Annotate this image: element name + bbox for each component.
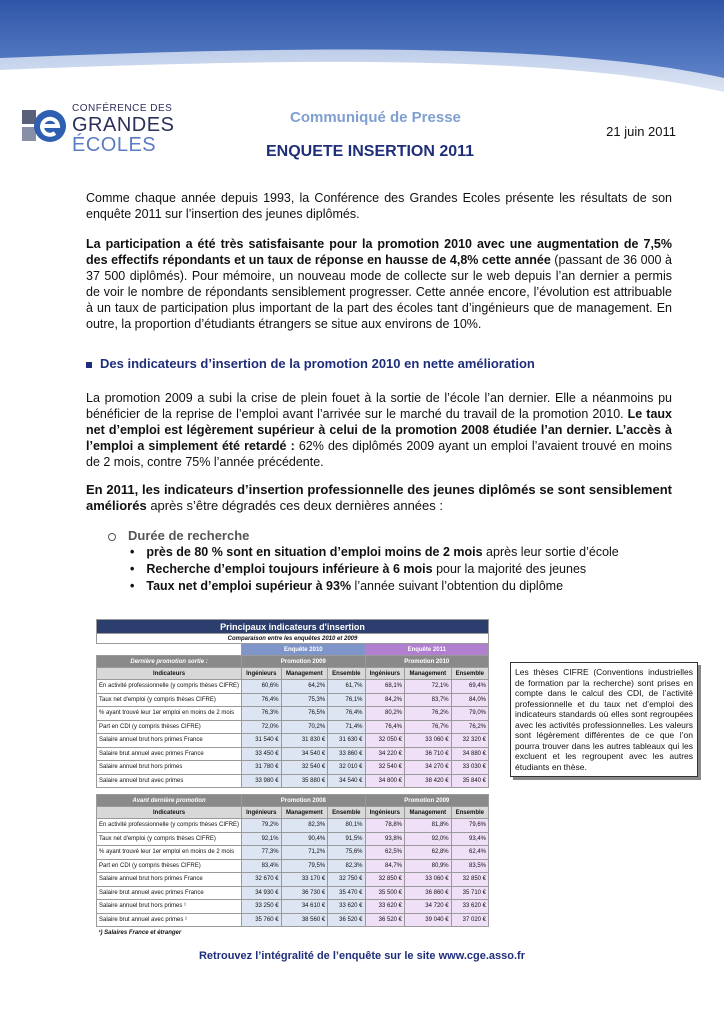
value-cell: 32 850 € (365, 873, 405, 887)
value-cell: 79,6% (451, 819, 488, 833)
table-row (97, 832, 489, 846)
col-ensemble: Ensemble (328, 807, 365, 819)
value-cell: 76,2% (451, 720, 488, 734)
circle-bullet-icon (108, 533, 116, 541)
value-cell: 82,3% (281, 819, 328, 833)
value-cell: 31 540 € (242, 734, 282, 748)
value-cell: 34 880 € (451, 747, 488, 761)
improvement-paragraph (86, 482, 672, 514)
table-footnote: ¹) Salaires France et étranger (98, 930, 182, 937)
value-cell: 35 760 € (242, 913, 282, 927)
logo-line3: ÉCOLES (72, 134, 157, 156)
table-row (97, 734, 489, 748)
value-cell: 33 980 € (242, 774, 282, 788)
indicator-label-cell: Salaire annuel brut hors primes (97, 761, 242, 775)
indicator-label-cell: Salaire brut annuel avec primes France (97, 886, 242, 900)
value-cell: 37 020 € (451, 913, 488, 927)
value-cell: 35 470 € (328, 886, 365, 900)
value-cell: 78,8% (365, 819, 405, 833)
value-cell: 32 320 € (451, 734, 488, 748)
value-cell: 34 540 € (328, 774, 365, 788)
value-cell: 33 620 € (451, 900, 488, 914)
value-cell: 31 780 € (242, 761, 282, 775)
value-cell: 39 040 € (405, 913, 452, 927)
col-management: Management (405, 668, 452, 680)
value-cell: 82,3% (328, 859, 365, 873)
value-cell: 60,6% (242, 680, 282, 694)
value-cell: 76,3% (242, 707, 282, 721)
indicator-label-cell: Salaire brut annuel avec primes France (97, 747, 242, 761)
document-title: ENQUETE INSERTION 2011 (266, 143, 475, 160)
list-item (130, 578, 619, 595)
value-cell: 35 880 € (281, 774, 328, 788)
value-cell: 33 250 € (242, 900, 282, 914)
col-ingenieurs: Ingénieurs (365, 668, 405, 680)
block1-rows (97, 680, 489, 788)
value-cell: 75,3% (281, 693, 328, 707)
value-cell: 76,4% (328, 707, 365, 721)
indicator-label-cell: Salaire annuel brut hors primes France (97, 734, 242, 748)
duree-text: Durée de recherche (128, 528, 250, 543)
value-cell: 33 060 € (405, 734, 452, 748)
table-row (97, 680, 489, 694)
value-cell: 76,7% (405, 720, 452, 734)
col-management: Management (281, 807, 328, 819)
table-row (97, 761, 489, 775)
value-cell: 91,5% (328, 832, 365, 846)
table-row (97, 819, 489, 833)
value-cell: 70,2% (281, 720, 328, 734)
value-cell: 33 030 € (451, 761, 488, 775)
crisis-paragraph (86, 390, 672, 470)
survey-2010-header: Enquête 2010 (242, 644, 365, 656)
indicator-label-cell: En activité professionnelle (y compris thèses CIFRE) (97, 680, 242, 694)
value-cell: 93,8% (365, 832, 405, 846)
crisis-text-a: La promotion 2009 a subi la crise de plein fouet à la sortie de l’école l’an dernier. Elle a néanmoins pu bénéficier de la reprise de l’emploi avant l’arrivée sur le marché du travail de la promotion 2010. (86, 391, 672, 421)
col-management: Management (405, 807, 452, 819)
col-ensemble: Ensemble (451, 668, 488, 680)
value-cell: 35 710 € (451, 886, 488, 900)
value-cell: 32 010 € (328, 761, 365, 775)
indicator-label-cell: Salaire brut annuel avec primes ¹ (97, 913, 242, 927)
header-banner (0, 0, 724, 92)
participation-rest: (passant de 36 000 à 37 500 diplômés). Pour mémoire, un nouveau mode de collecte sur le web depuis l’an dernier a permis de voir le nombre de répondants sensiblement progresser. Cette année encore, l’évolution est attribuable à un taux de participation plus important de la part des écoles tant d’ingénieurs que de management. En outre, la proportion d’étudiants étrangers se situe aux environs de 10%. (86, 253, 672, 331)
value-cell: 75,6% (328, 846, 365, 860)
value-cell: 36 860 € (405, 886, 452, 900)
value-cell: 32 750 € (328, 873, 365, 887)
table-row (97, 900, 489, 914)
block1-prom2: Promotion 2010 (365, 656, 489, 668)
table-row (97, 859, 489, 873)
table-row (97, 747, 489, 761)
value-cell: 62,4% (451, 846, 488, 860)
value-cell: 31 630 € (328, 734, 365, 748)
crisis-bold: Le taux net d’emploi est légèrement supérieur à celui de la promotion 2008 étudiée l’an dernier. L’accès à l’emploi a simplement été retardé : (86, 407, 672, 453)
indicator-label-cell: Part en CDI (y compris thèses CIFRE) (97, 859, 242, 873)
value-cell: 31 830 € (281, 734, 328, 748)
value-cell: 79,0% (451, 707, 488, 721)
value-cell: 32 670 € (242, 873, 282, 887)
value-cell: 76,4% (242, 693, 282, 707)
improvement-bold: En 2011, les indicateurs d’insertion professionnelle des jeunes diplômés se sont sensiblement améliorés (86, 482, 672, 513)
participation-bold: La participation a été très satisfaisante pour la promotion 2010 avec une augmentation de 7,5% des effectifs répondants et un taux de réponse en hausse de 4,8% cette année (86, 237, 672, 267)
block1-label: Dernière promotion sortie : (97, 656, 242, 668)
bullet-rest: pour la majorité des jeunes (432, 562, 587, 576)
block2-rows (97, 819, 489, 927)
value-cell: 84,7% (365, 859, 405, 873)
value-cell: 80,9% (405, 859, 452, 873)
press-label: Communiqué de Presse (290, 109, 461, 126)
value-cell: 83,5% (451, 859, 488, 873)
col-ingenieurs: Ingénieurs (242, 807, 282, 819)
value-cell: 68,1% (365, 680, 405, 694)
value-cell: 34 270 € (405, 761, 452, 775)
value-cell: 76,4% (365, 720, 405, 734)
table-row (97, 720, 489, 734)
value-cell: 77,3% (242, 846, 282, 860)
table-row (97, 886, 489, 900)
value-cell: 61,7% (328, 680, 365, 694)
bullet-list (130, 544, 619, 595)
indicator-label-cell: Taux net d'emploi (y compris thèses CIFRE) (97, 832, 242, 846)
col-indicateurs: Indicateurs (97, 807, 242, 819)
value-cell: 79,5% (281, 859, 328, 873)
indicator-label-cell: Salaire annuel brut hors primes ¹ (97, 900, 242, 914)
value-cell: 34 540 € (281, 747, 328, 761)
date: 21 juin 2011 (606, 124, 676, 139)
bullet-bold: près de 80 % sont en situation d’emploi moins de 2 mois (146, 545, 483, 559)
value-cell: 32 850 € (451, 873, 488, 887)
value-cell: 71,2% (281, 846, 328, 860)
logo-line1: CONFÉRENCE DES (72, 103, 173, 114)
value-cell: 84,2% (365, 693, 405, 707)
block2-label: Avant dernière promotion (97, 795, 242, 807)
indicator-label-cell: En activité professionnelle (y compris thèses CIFRE) (97, 819, 242, 833)
value-cell: 92,1% (242, 832, 282, 846)
value-cell: 35 500 € (365, 886, 405, 900)
duree-heading (108, 528, 249, 543)
footer-link-text: Retrouvez l’intégralité de l’enquête sur le site www.cge.asso.fr (198, 950, 526, 962)
value-cell: 33 620 € (365, 900, 405, 914)
table-row (97, 693, 489, 707)
value-cell: 34 720 € (405, 900, 452, 914)
value-cell: 38 420 € (405, 774, 452, 788)
value-cell: 33 060 € (405, 873, 452, 887)
col-ingenieurs: Ingénieurs (365, 807, 405, 819)
survey-2011-header: Enquête 2011 (365, 644, 489, 656)
bullet-bold: Taux net d’emploi supérieur à 93% (146, 579, 352, 593)
value-cell: 32 050 € (365, 734, 405, 748)
bullet-bold: Recherche d’emploi toujours inférieure à 6 mois (146, 562, 433, 576)
value-cell: 83,7% (405, 693, 452, 707)
col-indicateurs: Indicateurs (97, 668, 242, 680)
section-heading-text: Des indicateurs d’insertion de la promotion 2010 en nette amélioration (100, 356, 535, 371)
value-cell: 76,1% (328, 693, 365, 707)
value-cell: 34 800 € (365, 774, 405, 788)
square-bullet-icon (86, 362, 92, 368)
indicators-table (96, 619, 489, 940)
empty-cell (97, 644, 242, 656)
spacer (97, 788, 489, 795)
value-cell: 64,2% (281, 680, 328, 694)
bullet-rest: après leur sortie d’école (482, 545, 619, 559)
crisis-text-b: 62% des diplômés 2009 ayant un emploi l’avaient trouvé en moins de 2 mois, contre 75% l’année précédente. (86, 439, 672, 469)
block2-prom2: Promotion 2009 (365, 795, 489, 807)
value-cell: 36 710 € (405, 747, 452, 761)
indicator-label-cell: Part en CDI (y compris thèses CIFRE) (97, 720, 242, 734)
cifre-note-box: Les thèses CIFRE (Conventions industrielles de formation par la recherche) sont prises en compte dans le calcul des CDI, de l’activité professionnelle et du taux net d’emploi des indicateurs standards où elles sont regroupées avec les activités professionnelles. Les valeurs sont légèrement différentes de ce que l’on pourra trouver dans les autres tableaux qui les excluent et les regroupent avec les autres étudiants en thèse. (510, 662, 698, 777)
value-cell: 76,5% (281, 707, 328, 721)
value-cell: 33 620 € (328, 900, 365, 914)
block2-prom1: Promotion 2008 (242, 795, 365, 807)
value-cell: 81,8% (405, 819, 452, 833)
value-cell: 76,2% (405, 707, 452, 721)
indicator-label-cell: Salaire annuel brut avec primes (97, 774, 242, 788)
col-ingenieurs: Ingénieurs (242, 668, 282, 680)
table-row (97, 774, 489, 788)
indicator-label-cell: Taux net d'emploi (y compris thèses CIFRE) (97, 693, 242, 707)
indicator-label-cell: Salaire annuel brut hors primes France (97, 873, 242, 887)
col-management: Management (281, 668, 328, 680)
value-cell: 33 170 € (281, 873, 328, 887)
value-cell: 36 730 € (281, 886, 328, 900)
section-heading (86, 356, 535, 371)
value-cell: 72,1% (405, 680, 452, 694)
value-cell: 36 520 € (328, 913, 365, 927)
value-cell: 80,2% (365, 707, 405, 721)
value-cell: 32 540 € (281, 761, 328, 775)
table-row (97, 913, 489, 927)
value-cell: 34 220 € (365, 747, 405, 761)
value-cell: 33 860 € (328, 747, 365, 761)
value-cell: 33 450 € (242, 747, 282, 761)
value-cell: 34 610 € (281, 900, 328, 914)
col-ensemble: Ensemble (328, 668, 365, 680)
value-cell: 36 520 € (365, 913, 405, 927)
table-row (97, 873, 489, 887)
improvement-rest: après s’être dégradés ces deux dernières années : (146, 498, 443, 513)
table-subtitle: Comparaison entre les enquêtes 2010 et 2009 (97, 634, 489, 644)
value-cell: 62,5% (365, 846, 405, 860)
table-title: Principaux indicateurs d'insertion (97, 620, 489, 634)
bullet-rest: l’année suivant l’obtention du diplôme (351, 579, 564, 593)
value-cell: 62,8% (405, 846, 452, 860)
value-cell: 84,0% (451, 693, 488, 707)
value-cell: 71,4% (328, 720, 365, 734)
value-cell: 34 930 € (242, 886, 282, 900)
value-cell: 72,0% (242, 720, 282, 734)
intro-paragraph: Comme chaque année depuis 1993, la Conférence des Grandes Ecoles présente les résultats de son enquête 2011 sur l’insertion des jeunes diplômés. (86, 191, 672, 221)
value-cell: 93,4% (451, 832, 488, 846)
list-item (130, 561, 619, 578)
col-ensemble: Ensemble (451, 807, 488, 819)
logo-line2: GRANDES (72, 114, 175, 136)
table-row (97, 707, 489, 721)
table-row (97, 846, 489, 860)
value-cell: 38 560 € (281, 913, 328, 927)
participation-paragraph (86, 236, 672, 332)
value-cell: 83,4% (242, 859, 282, 873)
list-item (130, 544, 619, 561)
indicator-label-cell: % ayant trouvé leur 1er emploi en moins de 2 mois (97, 846, 242, 860)
value-cell: 69,4% (451, 680, 488, 694)
value-cell: 79,2% (242, 819, 282, 833)
value-cell: 90,4% (281, 832, 328, 846)
value-cell: 80,1% (328, 819, 365, 833)
value-cell: 92,0% (405, 832, 452, 846)
value-cell: 35 840 € (451, 774, 488, 788)
value-cell: 32 540 € (365, 761, 405, 775)
block1-prom1: Promotion 2009 (242, 656, 365, 668)
indicator-label-cell: % ayant trouvé leur 1er emploi en moins de 2 mois (97, 707, 242, 721)
logo-text (72, 104, 174, 155)
